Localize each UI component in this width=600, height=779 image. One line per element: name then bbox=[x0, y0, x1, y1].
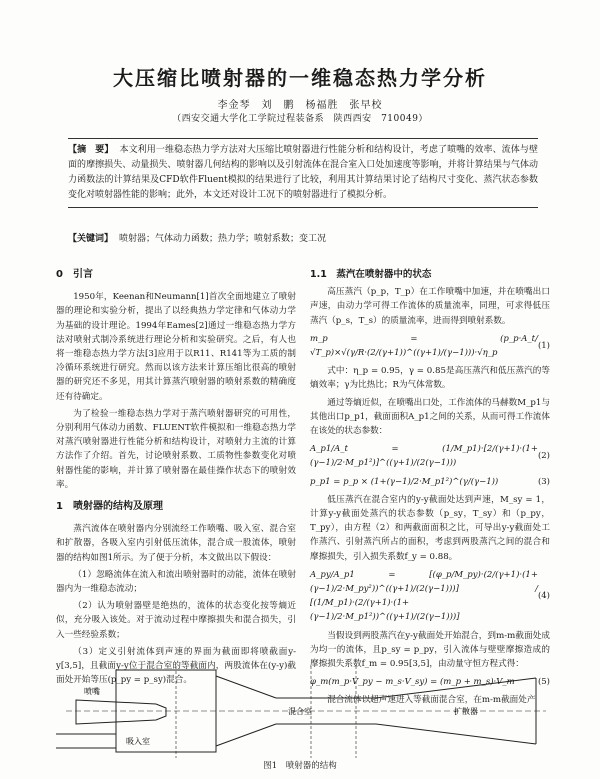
equation-number: (1) bbox=[537, 340, 550, 351]
equation-body: A_p1/A_t = (1/M_p1)·[2/(γ+1)·(1+(γ−1)/2·M_p1²)]^((γ+1)/(2(γ−1))) bbox=[310, 444, 538, 469]
ejector-structure-figure bbox=[56, 662, 550, 762]
equation-body: φ_m(m_p·V_py − m_s·V_sy) = (m_p + m_s)·V_m bbox=[310, 677, 515, 688]
abstract-tag: 【摘 要】 bbox=[68, 145, 114, 155]
equation-4 bbox=[310, 568, 550, 625]
abstract-text: 本文利用一维稳态热力学方法对大压缩比喷射器进行性能分析和结构设计，考虑了喷嘴的效率、流体与壁面的摩擦损失、动量损失、喷射器几何结构的影响以及引射流体在混合室入口处加速度等影响，并将计算结果与气体动力函数法的计算结果及CFD软件Fluent模拟的结果进行了比较，利用其计算结果讨论了结构尺寸变化、蒸汽状态参数变化对喷射器性能的影响；此外，本文还对设计工况下的喷射器进行了模拟分析。 bbox=[68, 145, 538, 200]
left-column bbox=[56, 268, 296, 690]
section-1-paragraph: 蒸汽流体在喷射器内分别流经工作喷嘴、吸入室、混合室和扩散器，各吸入室内引射低压流体，混合成一股流体，喷射器的结构如图1所示。为了便于分析，本文做出以下假设： bbox=[56, 524, 296, 563]
equation-number: (4) bbox=[537, 591, 550, 602]
equation-1 bbox=[310, 332, 550, 360]
section-0-paragraph: 1950年，Keenan和Neumann[1]首次全面地建立了喷射器的理论和实验分析，提出了以经典热力学定律和气体动力学为基础的设计理论。1994年Eames[2]通过一维稳态热力学方法对喷射式制冷系统进行理论分析和实验研究。之后，有人也将一维稳态热力学方法[3]应用于以R11、R141等为工质的制冷循环系统进行研究。然而以该方法来计算压缩比很高的喷射器的研究还不多见，用其计算蒸汽喷射器的喷射系数的精确度还有待确定。 bbox=[56, 292, 296, 402]
mixing-label: 混合室 bbox=[288, 707, 312, 716]
nozzle-shape bbox=[76, 700, 166, 724]
suction-inlet bbox=[56, 734, 116, 748]
section-paragraph: 通过等熵近似，在喷嘴出口处，工作流体的马赫数M_p1与其他出口p_p1，截面面积A_p1之间的关系，从而可得工作流体在该处的状态参数： bbox=[310, 397, 550, 437]
section-paragraph: 高压蒸汽（p_p，T_p）在工作喷嘴中加速，并在喷嘴出口声速，由动力学可得工作流体的质量流率，同理，可求得低压蒸汽（p_s，T_s）的质量流率，进而得到喷射系数。 bbox=[310, 287, 550, 326]
section-1-heading: 1 喷射器的结构及原理 bbox=[56, 501, 163, 513]
equation-number: (5) bbox=[537, 677, 550, 688]
section-paragraph: 当假设到两股蒸汽在y-y截面处开始混合，到m-m截面处成为均一的流体，且p_sy = p_py，引入流体与壁壁摩擦造成的摩擦损失系数f_m = 0.95[3,5]，由动量守恒方程式得： bbox=[310, 630, 550, 670]
section-paragraph: 混合流体以超声速进入等截面混合室，在m-m截面处产 bbox=[327, 695, 536, 706]
authors: 李金琴 刘 鹏 杨福胜 张早校 bbox=[217, 100, 383, 111]
assumption-item: （1）忽略流体在流入和流出喷射器时的动能，流体在喷射器内为一维稳态流动； bbox=[56, 569, 296, 595]
affiliation: （西安交通大学化工学院过程装备系 陕西西安 710049） bbox=[172, 114, 428, 124]
equation-number: (2) bbox=[537, 451, 550, 462]
right-column bbox=[310, 268, 550, 711]
equation-body: p_p1 = p_p × (1+(γ−1)/2·M_p1²)^(γ/(γ−1)) bbox=[310, 476, 499, 487]
section-1-1-heading: 1.1 蒸汽在喷射器中的状态 bbox=[310, 269, 432, 280]
assumption-item: （2）认为喷射器壁是绝热的，流体的状态变化按等熵近似，充分吸入该处。对于流动过程中摩擦损失和混合损失，引入一些经验系数； bbox=[56, 601, 296, 640]
equation-body: m_p = (p_p·A_t/√T_p)×√(γ/R·(2/(γ+1))^((γ+1)/(γ−1)))·√η_p bbox=[310, 333, 538, 359]
section-paragraph: 低压蒸汽在混合室内的y-y截面处达到声速，M_sy = 1，计算y-y截面处蒸汽的状态参数（p_sy，T_sy）和（p_py，T_py），由方程（2）和两截面面积之比，可导出y-y截面处工作蒸汽、引射蒸汽所占的面积，考虑到两股蒸汽之间的混合和摩擦损失，引入损失系数f_y = 0.88。 bbox=[310, 494, 550, 562]
equation-body: A_py/A_p1 = [(φ_p/M_py)·(2/(γ+1)·(1+(γ−1)/2·M_py²))^((γ+1)/(2(γ−1)))] / [(1/M_p1)·(2/(γ+1)·(1+(γ−1)/2·M_p1²))^((γ+1)/(2(γ−1)))] bbox=[310, 569, 538, 623]
equation-number: (3) bbox=[537, 476, 550, 487]
keywords-text: 喷射器；气体动力函数；热力学；喷射系数；变工况 bbox=[119, 234, 327, 244]
section-paragraph: 式中：η_p = 0.95，γ = 0.85是高压蒸汽和低压蒸汽的等熵效率；γ为比热比；R为气体常数。 bbox=[310, 366, 550, 391]
diffuser-label: 扩散器 bbox=[454, 707, 478, 716]
keywords bbox=[68, 231, 538, 244]
equation-3 bbox=[310, 475, 550, 489]
assumption-item: （3）定义引射流体到声速的界面为截面即将喷截面y-y[3,5]，且截面y-y位于混合室的等截面内，两股流体在(y-y)截面处开始等压(p_py = p_sy)混合。 bbox=[56, 646, 296, 686]
nozzle-label: 喷嘴 bbox=[84, 687, 100, 696]
figure-caption: 图1 喷射器的结构 bbox=[263, 761, 337, 771]
paper-title: 大压缩比喷射器的一维稳态热力学分析 bbox=[113, 66, 487, 90]
equation-2 bbox=[310, 442, 550, 470]
abstract bbox=[68, 138, 538, 208]
keywords-tag: 【关键词】 bbox=[68, 234, 114, 244]
section-0-paragraph: 为了检验一维稳态热力学对于蒸汽喷射器研究的可用性，分别利用气体动力函数、FLUENT软件模拟和一维稳态热力学对蒸汽喷射器进行性能分析和结构设计，对喷射力主流的计算方法作了介绍。首先，讨论喷射系数、工质物性参数变化对喷射器性能的影响，并计算了喷射器在最佳操作状态下的喷射效率。 bbox=[56, 408, 296, 490]
section-0-heading: 0 引言 bbox=[56, 269, 93, 280]
suction-label: 吸入室 bbox=[126, 737, 150, 746]
